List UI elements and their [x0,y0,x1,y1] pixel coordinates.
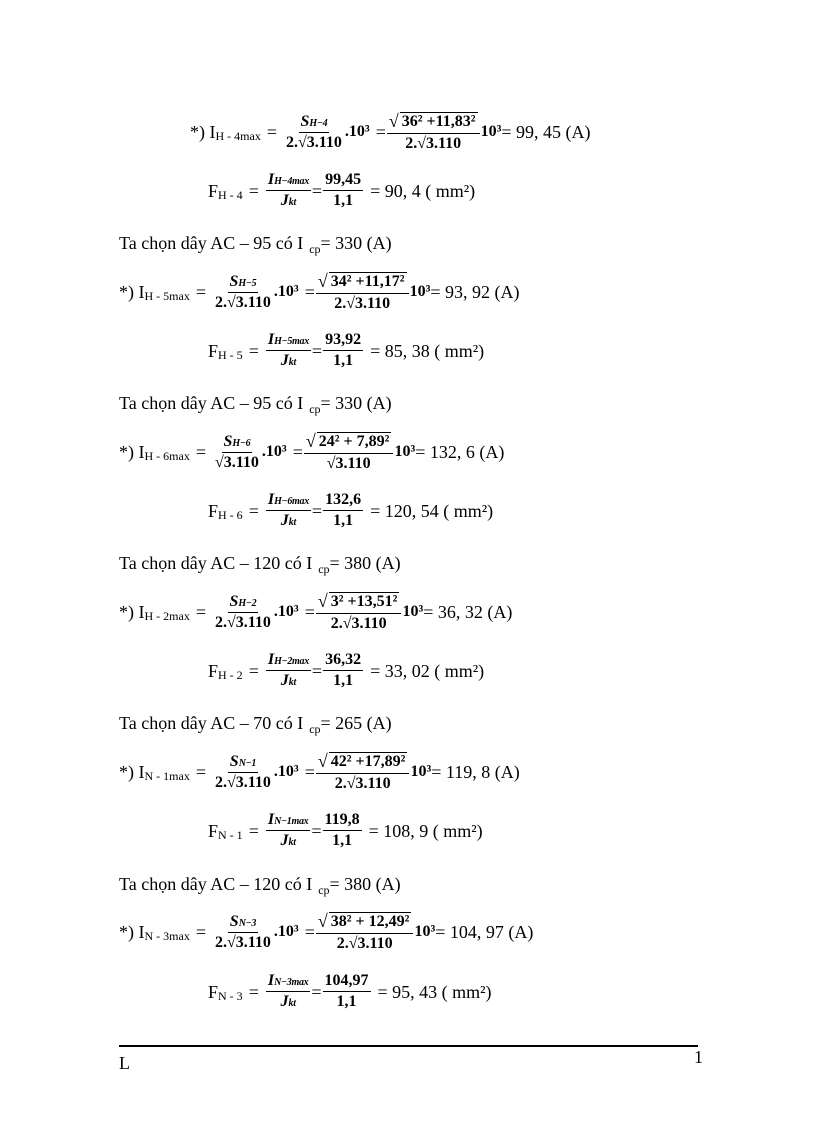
choice-line: Ta chọn dây AC – 70 có I $_{cp}$= 265 (A) [119,713,392,736]
section-formula-h6: F H - 6 = $\frac{IH-6\max}{\text{Jkt}}$ = $\frac{132,6}{1,1}$ = 120, 54 ( mm²) [208,491,494,529]
section-formula-n1: F N - 1 = $\frac{IN-1\max}{\text{Jkt}}$ = $\frac{119,8}{1,1}$ = 108, 9 ( mm²) [208,811,483,849]
fraction-radical: √ 42² +17,89² 2.√3.110 [316,752,410,792]
fraction-s-over-sqrt3: $\frac{SH-5}{2.√3.110}$ [214,272,271,311]
formula-subscript: H - 4max [215,129,261,143]
footer-left-text: L [119,1053,130,1073]
section-formula-h2: F H - 2 = $\frac{IH-2\max}{\text{Jkt}}$ = $\frac{36,32}{1,1}$ = 33, 02 ( mm²) [208,651,485,689]
section-formula-n3: F N - 3 = $\frac{IN-3\max}{\text{Jkt}}$ = $\frac{104,97}{1,1}$ = 95, 43 ( mm²) [208,972,492,1010]
fraction-i-over-j: $\frac{IH-4\max}{\text{Jkt}}$ [267,171,309,209]
fraction-radical: √ 3² +13,51² 2.√3.110 [316,592,402,632]
choice-line: Ta chọn dây AC – 95 có I $_{cp}$= 330 (A) [119,393,392,416]
fraction-s-over-sqrt3: $\frac{SN-3}{2.√3.110}$ [214,912,271,951]
fraction-i-over-j: $\frac{IN-1\max}{\text{Jkt}}$ [267,811,309,849]
fraction-i-over-j: $\frac{IN-3\max}{\text{Jkt}}$ [267,972,309,1010]
fraction-radical: √ 36² +11,83² 2.√3.110 [387,112,480,152]
page-number: 1 [694,1047,703,1067]
current-formula-h2: *) I H - 2max = $\frac{SH-2}{2.√3.110}$ . 10³ = √ 3² +13,51² 2.√3.110 10³ = 36, 32 (A) [119,591,513,632]
section-formula-h5: F H - 5 = $\frac{IH-5\max}{\text{Jkt}}$ = $\frac{93,92}{1,1}$ = 85, 38 ( mm²) [208,331,485,369]
fraction-i-over-j: $\frac{IH-5\max}{\text{Jkt}}$ [267,331,309,369]
fraction-i-over-j: $\frac{IH-6\max}{\text{Jkt}}$ [267,491,309,529]
fraction-values: $\frac{119,8}{1,1}$ [324,811,360,849]
fraction-s-over-sqrt3: $\frac{SH-2}{2.√3.110}$ [214,592,271,631]
current-formula-h5: *) I H - 5max = $\frac{SH-5}{2.√3.110}$ . 10³ = √ 34² +11,17² 2.√3.110 10³ = 93, 92 (A) [119,271,520,312]
formula-result: = 90, 4 ( mm²) [370,180,476,201]
choice-line: Ta chọn dây AC – 120 có I $_{cp}$= 380 (A) [119,553,401,576]
fraction-values: $\frac{99,45}{1,1}$ [325,171,362,209]
fraction-values: $\frac{36,32}{1,1}$ [325,651,362,689]
current-formula-h6: *) I H - 6max = $\frac{SH-6}{√3.110}$ . 10³ = √ 24² + 7,89² √3.110 10³ = 132, 6 (A) [119,431,505,472]
fraction-s-over-sqrt3: $\frac{SH-6}{√3.110}$ [214,432,259,471]
choice-line: Ta chọn dây AC – 95 có I $_{cp}$= 330 (A) [119,233,392,256]
current-formula-h4: *) I H - 4max = $\frac{SH-4}{2.√3.110}$ . 10³ = √ 36² +11,83² 2.√3.110 10³ = 99, 45 (A) [190,111,591,152]
section-formula-h4: F H - 4 = $\frac{IH-4\max}{\text{Jkt}}$ = $\frac{99,45}{1,1}$ = 90, 4 ( mm²) [208,171,476,209]
fraction-s-over-sqrt3: $\frac{SH-4}{2.√3.110}$ [285,112,342,151]
fraction-values: $\frac{104,97}{1,1}$ [324,972,369,1010]
formula-result: = 99, 45 (A) [501,122,591,142]
fraction-radical: √ 24² + 7,89² √3.110 [304,432,394,472]
fraction-radical: √ 34² +11,17² 2.√3.110 [316,272,409,312]
fraction-s-over-sqrt3: $\frac{SN-1}{2.√3.110}$ [214,752,271,791]
fraction-values: $\frac{93,92}{1,1}$ [325,331,362,369]
formula-prefix: *) I [190,122,216,142]
choice-line: Ta chọn dây AC – 120 có I $_{cp}$= 380 (A) [119,874,401,897]
current-formula-n1: *) I N - 1max = $\frac{SN-1}{2.√3.110}$ . 10³ = √ 42² +17,89² 2.√3.110 10³ = 119, 8 (A) [119,751,520,792]
fraction-radical: √ 38² + 12,49² 2.√3.110 [316,912,414,952]
fraction-i-over-j: $\frac{IH-2\max}{\text{Jkt}}$ [267,651,309,689]
current-formula-n3: *) I N - 3max = $\frac{SN-3}{2.√3.110}$ . 10³ = √ 38² + 12,49² 2.√3.110 10³ = 104, 97 (A) [119,911,534,952]
footer-rule [119,1045,698,1047]
fraction-values: $\frac{132,6}{1,1}$ [325,491,362,529]
